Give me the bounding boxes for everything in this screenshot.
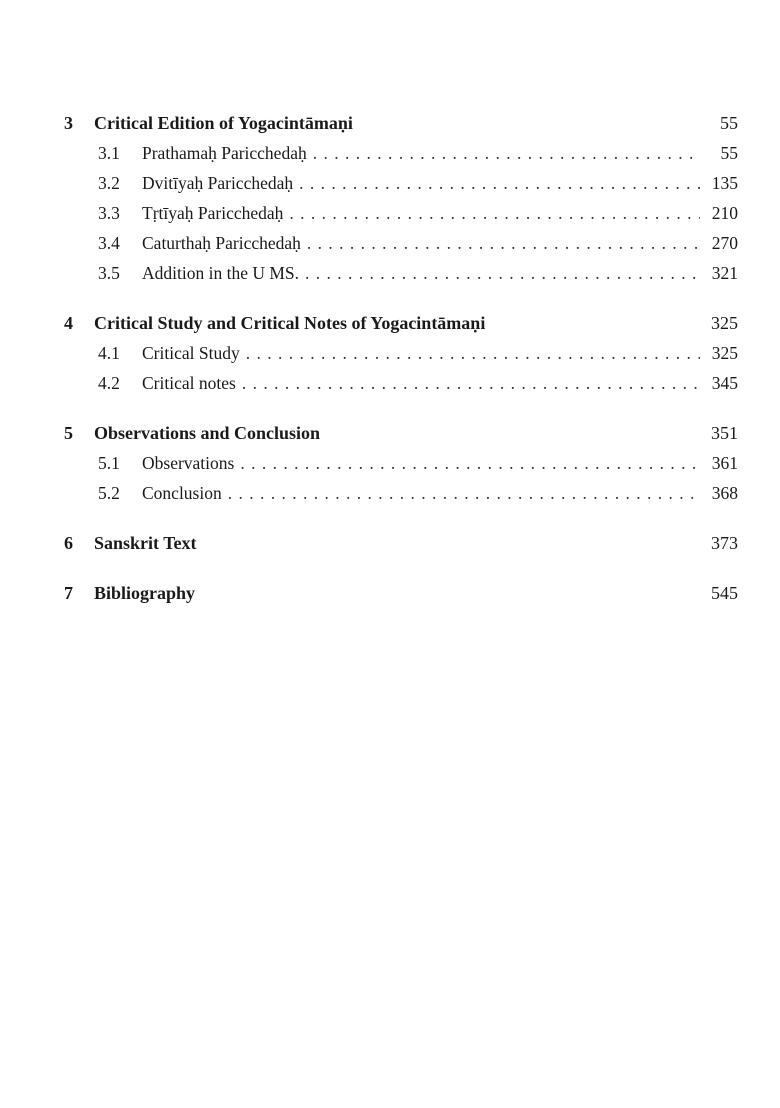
section-number: 5.1 bbox=[98, 453, 120, 473]
section-title: Dvitīyaḥ Paricchedaḥ bbox=[142, 173, 294, 193]
section-page: 368 bbox=[711, 483, 738, 503]
section-page: 325 bbox=[711, 343, 738, 363]
toc-section-3-2[interactable] bbox=[64, 168, 738, 198]
toc-section-4-2[interactable] bbox=[64, 368, 738, 398]
section-number: 4.1 bbox=[98, 343, 120, 363]
chapter-number: 6 bbox=[64, 533, 73, 553]
section-page: 345 bbox=[711, 373, 738, 393]
section-page: 321 bbox=[711, 263, 738, 283]
section-title: Addition in the U MS. bbox=[142, 263, 300, 283]
chapter-page: 55 bbox=[720, 113, 738, 133]
dot-leader bbox=[228, 478, 700, 508]
section-title: Caturthaḥ Paricchedaḥ bbox=[142, 233, 301, 253]
section-title: Prathamaḥ Paricchedaḥ bbox=[142, 143, 307, 163]
section-page: 361 bbox=[711, 453, 738, 473]
chapter-page: 351 bbox=[711, 423, 738, 443]
section-number: 3.2 bbox=[98, 173, 120, 193]
section-page: 135 bbox=[711, 173, 738, 193]
chapter-title: Critical Study and Critical Notes of Yogacintāmaṇi bbox=[94, 313, 486, 333]
chapter-number: 4 bbox=[64, 313, 73, 333]
dot-leader bbox=[289, 198, 700, 228]
dot-leader bbox=[307, 228, 700, 258]
section-number: 3.1 bbox=[98, 143, 120, 163]
toc-chapter-3[interactable] bbox=[64, 108, 738, 138]
toc-chapter-5[interactable] bbox=[64, 418, 738, 448]
chapter-title: Sanskrit Text bbox=[94, 533, 197, 553]
chapter-number: 7 bbox=[64, 583, 73, 603]
section-number: 4.2 bbox=[98, 373, 120, 393]
dot-leader bbox=[305, 258, 700, 288]
toc-section-3-3[interactable] bbox=[64, 198, 738, 228]
toc-section-4-1[interactable] bbox=[64, 338, 738, 368]
chapter-page: 545 bbox=[711, 583, 738, 603]
toc-chapter-7[interactable] bbox=[64, 578, 738, 608]
section-title: Critical notes bbox=[142, 373, 236, 393]
section-number: 3.4 bbox=[98, 233, 120, 253]
dot-leader bbox=[299, 168, 700, 198]
section-title: Critical Study bbox=[142, 343, 240, 363]
dot-leader bbox=[240, 448, 700, 478]
chapter-page: 325 bbox=[711, 313, 738, 333]
section-number: 5.2 bbox=[98, 483, 120, 503]
chapter-title: Bibliography bbox=[94, 583, 196, 603]
chapter-page: 373 bbox=[711, 533, 738, 553]
chapter-number: 3 bbox=[64, 113, 73, 133]
chapter-block-4 bbox=[64, 308, 738, 398]
toc-section-5-1[interactable] bbox=[64, 448, 738, 478]
table-of-contents bbox=[64, 108, 738, 628]
chapter-block-3 bbox=[64, 108, 738, 288]
toc-chapter-4[interactable] bbox=[64, 308, 738, 338]
dot-leader bbox=[242, 368, 700, 398]
toc-chapter-6[interactable] bbox=[64, 528, 738, 558]
chapter-block-6 bbox=[64, 528, 738, 558]
dot-leader bbox=[246, 338, 700, 368]
toc-section-3-4[interactable] bbox=[64, 228, 738, 258]
chapter-title: Critical Edition of Yogacintāmaṇi bbox=[94, 113, 353, 133]
toc-section-3-5[interactable] bbox=[64, 258, 738, 288]
toc-section-5-2[interactable] bbox=[64, 478, 738, 508]
section-page: 210 bbox=[711, 203, 738, 223]
section-title: Conclusion bbox=[142, 483, 222, 503]
chapter-block-5 bbox=[64, 418, 738, 508]
dot-leader bbox=[313, 138, 700, 168]
chapter-number: 5 bbox=[64, 423, 73, 443]
section-number: 3.3 bbox=[98, 203, 120, 223]
chapter-title: Observations and Conclusion bbox=[94, 423, 321, 443]
section-page: 270 bbox=[711, 233, 738, 253]
section-title: Tṛtīyaḥ Paricchedaḥ bbox=[142, 203, 284, 223]
section-title: Observations bbox=[142, 453, 235, 473]
section-page: 55 bbox=[720, 143, 738, 163]
chapter-block-7 bbox=[64, 578, 738, 608]
toc-section-3-1[interactable] bbox=[64, 138, 738, 168]
section-number: 3.5 bbox=[98, 263, 120, 283]
